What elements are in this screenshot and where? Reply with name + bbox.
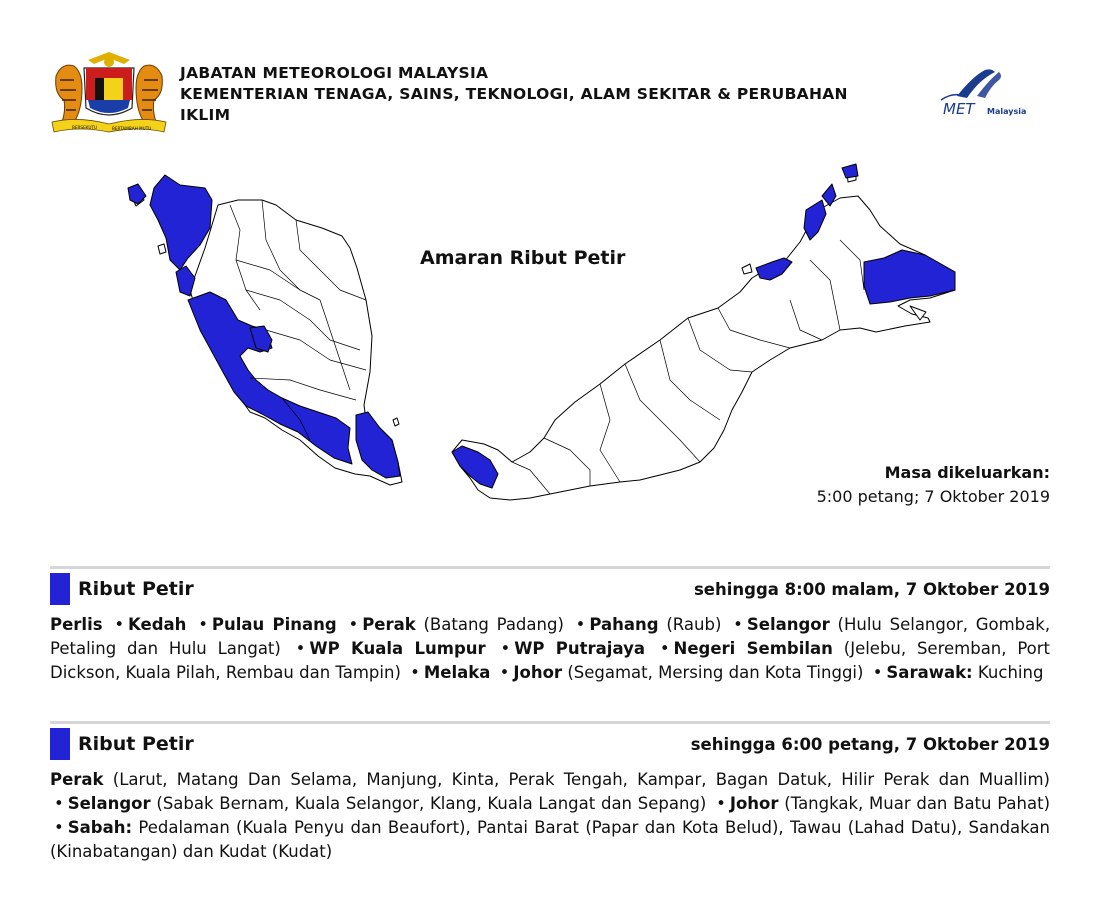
- bullet-separator: •: [733, 615, 743, 634]
- agency-line-3: IKLIM: [180, 106, 231, 124]
- state-name: Pulau Pinang: [211, 615, 337, 634]
- state-name: Selangor: [67, 794, 151, 813]
- district-list: (Hulu Selangor, Gombak, Petaling dan Hulu Langat): [50, 615, 1051, 658]
- state-name: Pahang: [589, 615, 659, 634]
- warning-section-1: [50, 566, 1050, 685]
- district-list: (Raub): [666, 615, 722, 634]
- state-name: Johor: [513, 663, 563, 682]
- bullet-separator: •: [54, 794, 64, 813]
- map-title: Amaran Ribut Petir: [420, 247, 626, 269]
- bullet-separator: •: [575, 615, 586, 634]
- section-valid-until: sehingga 6:00 petang, 7 Oktober 2019: [690, 735, 1050, 754]
- bullet-separator: •: [198, 615, 208, 634]
- bullet-separator: •: [348, 615, 359, 634]
- east-malaysia: [452, 196, 955, 500]
- district-list: Kuching: [977, 663, 1044, 682]
- district-list: Pedalaman (Kuala Penyu dan Beaufort), Pantai Barat (Papar dan Kota Belud), Tawau (Lahad Datu), Sandakan (Kinabatangan) dan Kudat (Kudat): [50, 818, 1050, 861]
- state-name: WP Putrajaya: [514, 639, 645, 658]
- state-name: Melaka: [423, 663, 491, 682]
- state-name: Perak: [50, 770, 104, 789]
- state-name: Johor: [729, 794, 779, 813]
- crest-motto-left: BERSEKUTU: [72, 125, 98, 130]
- bullet-separator: •: [499, 663, 510, 682]
- section-valid-until: sehingga 8:00 malam, 7 Oktober 2019: [693, 580, 1050, 599]
- section-areas: [50, 613, 1050, 685]
- issued-label: Masa dikeluarkan:: [884, 463, 1050, 482]
- bullet-separator: •: [716, 794, 726, 813]
- state-name: Perak: [362, 615, 416, 634]
- bullet-separator: •: [410, 663, 420, 682]
- bullet-separator: •: [659, 639, 670, 658]
- state-name: Perlis: [50, 615, 103, 634]
- met-logo-text: MET: [943, 100, 975, 118]
- bullet-separator: •: [114, 615, 125, 634]
- state-name: Negeri Sembilan: [673, 639, 833, 658]
- bullet-separator: •: [295, 639, 306, 658]
- section-title: Ribut Petir: [78, 578, 194, 600]
- issued-value: 5:00 petang; 7 Oktober 2019: [816, 487, 1050, 506]
- state-name: Selangor: [746, 615, 830, 634]
- bullet-separator: •: [500, 639, 511, 658]
- met-logo-subtext: Malaysia: [987, 107, 1027, 116]
- section-areas: [50, 768, 1050, 864]
- agency-line-1: JABATAN METEOROLOGI MALAYSIA: [180, 64, 489, 82]
- issued-time: [817, 461, 1050, 509]
- state-name: WP Kuala Lumpur: [309, 639, 486, 658]
- section-marker: [50, 573, 70, 605]
- district-list: (Sabak Bernam, Kuala Selangor, Klang, Kuala Langat dan Sepang): [156, 794, 707, 813]
- district-list: (Batang Padang): [423, 615, 564, 634]
- bullet-separator: •: [54, 818, 64, 837]
- state-name: Kedah: [128, 615, 187, 634]
- state-name: Sarawak:: [886, 663, 973, 682]
- bullet-separator: •: [872, 663, 883, 682]
- agency-line-2: KEMENTERIAN TENAGA, SAINS, TEKNOLOGI, ALAM SEKITAR & PERUBAHAN: [180, 85, 848, 103]
- district-list: (Segamat, Mersing dan Kota Tinggi): [567, 663, 864, 682]
- warning-section-2: [50, 721, 1050, 864]
- district-list: (Jelebu, Seremban, Port Dickson, Kuala Pilah, Rembau dan Tampin): [50, 639, 1051, 682]
- crest-motto-right: BERTAMBAH MUTU: [112, 126, 152, 131]
- state-name: Sabah:: [67, 818, 133, 837]
- section-title: Ribut Petir: [78, 733, 194, 755]
- district-list: (Tangkak, Muar dan Batu Pahat): [784, 794, 1051, 813]
- section-divider: [50, 721, 1050, 724]
- section-marker: [50, 728, 70, 760]
- section-divider: [50, 566, 1050, 569]
- district-list: (Larut, Matang Dan Selama, Manjung, Kinta, Perak Tengah, Kampar, Bagan Datuk, Hilir Perak dan Muallim): [112, 770, 1050, 789]
